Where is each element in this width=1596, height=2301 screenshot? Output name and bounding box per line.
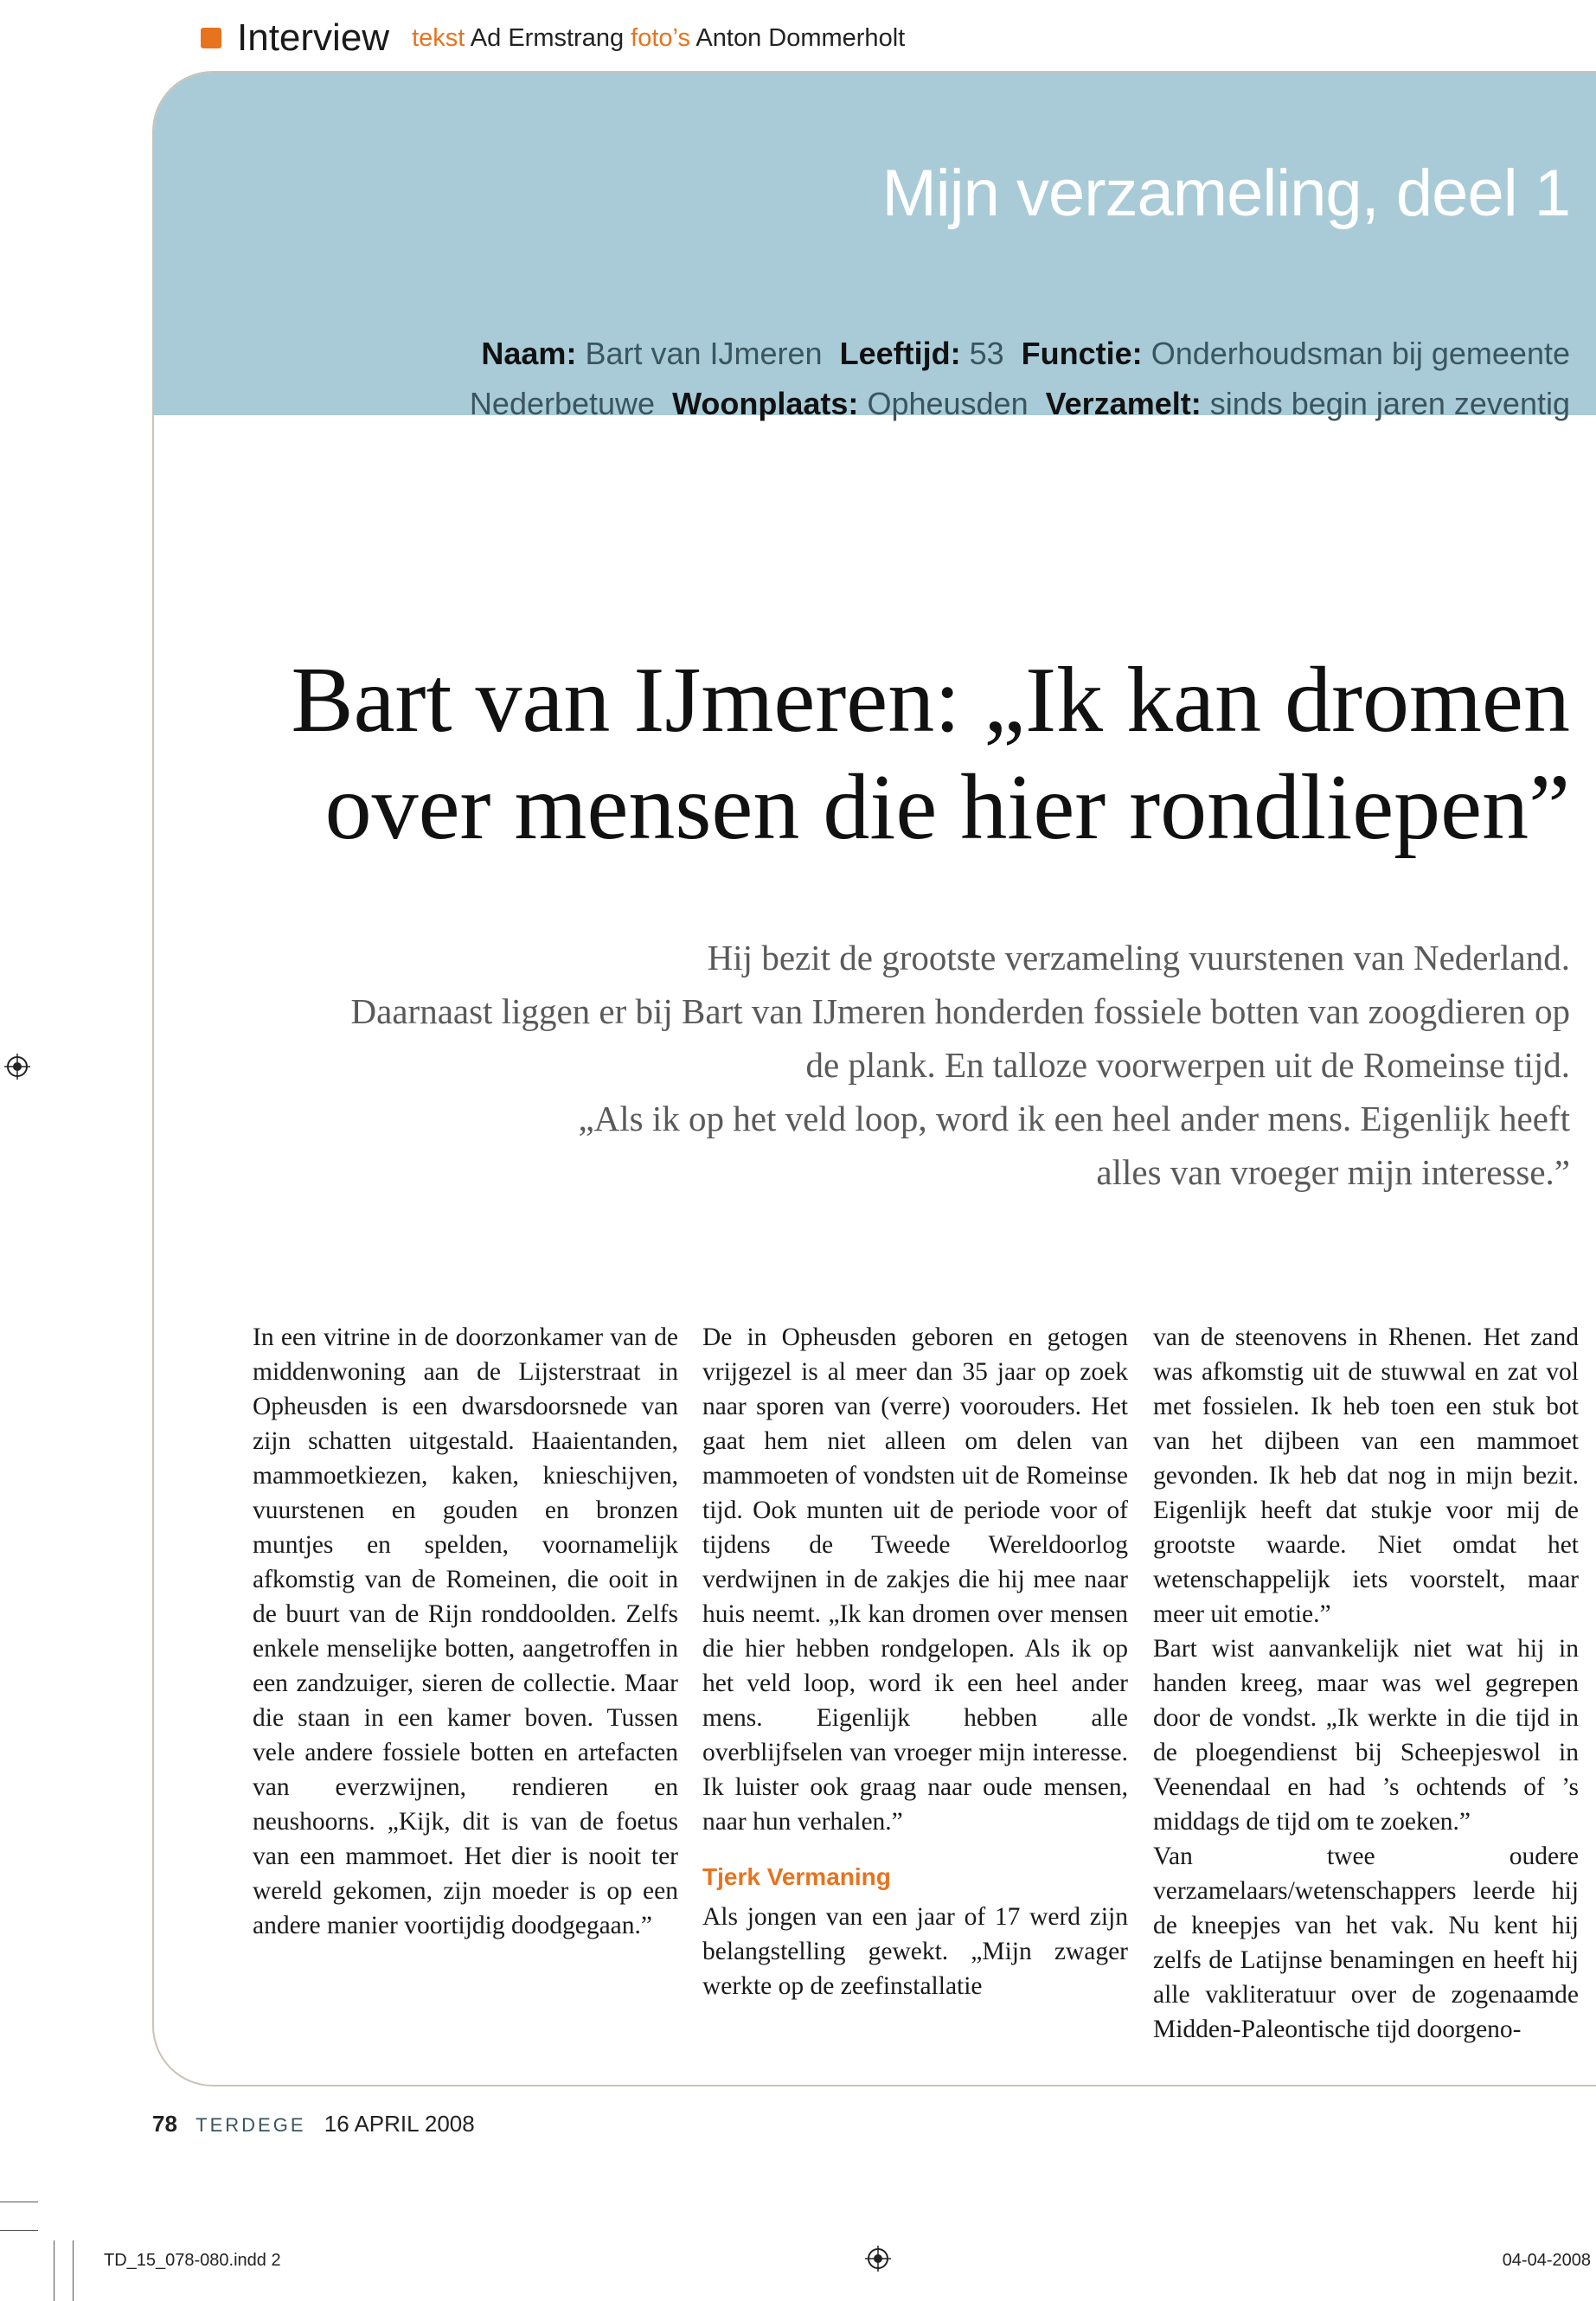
function-label: Functie: — [1021, 336, 1143, 371]
paragraph: van de steenovens in Rhenen. Het zand was afkomstig uit de stuwwal en zat vol met fossielen. Ik heb toen een stuk bot van het dijbeen van een mammoet gevonden. Ik heb dat nog in mijn bezit. Eigenlijk heeft dat stukje voor mij de grootste waarde. Niet omdat het wetenschappelijk iets voorstelt, maar meer uit emotie.” — [1153, 1324, 1579, 1628]
intro-line-2: Daarnaast liggen er bij Bart van IJmeren honderden fossiele botten van zoogdieren op — [350, 991, 1570, 1031]
issue-date: 16 APRIL 2008 — [324, 2111, 475, 2137]
column-1 — [253, 1320, 678, 1943]
intro-line-5: alles van vroeger mijn interesse.” — [1096, 1152, 1570, 1192]
page-number: 78 — [152, 2111, 177, 2137]
headline — [221, 647, 1570, 862]
headline-line-2: over mensen die hier rondliepen” — [324, 756, 1570, 859]
crop-mark — [0, 2230, 38, 2231]
series-title: Mijn verzameling, deel 1 — [881, 157, 1570, 230]
collects-value: sinds begin jaren zeventig — [1209, 386, 1570, 421]
credits — [412, 24, 905, 53]
intro-line-4: „Als ik op het veld loop, word ik een heel ander mens. Eigenlijk heeft — [578, 1099, 1570, 1138]
function-value: Onderhoudsman bij gemeente Nederbetuwe — [469, 336, 1570, 421]
magazine-name: TERDEGE — [195, 2114, 306, 2136]
text-label: tekst — [412, 23, 465, 52]
paragraph: De in Opheusden geboren en getogen vrijgezel is al meer dan 35 jaar op zoek naar sporen van (verre) voorouders. Het gaat hem niet alleen om delen van mammoeten of vondsten uit de Romeinse tijd. Ook munten uit de periode voor of tijdens de Tweede Wereldoorlog verdwijnen in de zakjes die hij mee naar huis neemt. „Ik kan dromen over mensen die hier hebben rondgelopen. Als ik op het veld loop, word ik een heel ander mens. Eigenlijk hebben alle overblijfselen van vroeger mijn interesse. Ik luister ook graag naar oude mensen, naar hun verhalen.” — [702, 1324, 1128, 1836]
intro-line-3: de plank. En talloze voorwerpen uit de Romeinse tijd. — [805, 1045, 1570, 1085]
age-label: Leeftijd: — [839, 336, 961, 371]
residence-value: Opheusden — [867, 386, 1029, 421]
registration-mark-icon — [865, 2246, 891, 2272]
paragraph: Bart wist aanvankelijk niet wat hij in handen kreeg, maar was wel gegrepen door de vondst. „Ik werkte in die tijd in de ploegendienst bij Scheepjeswol in Veenendaal en had ’s ochtends of ’s middags de tijd om te zoeken.” — [1153, 1635, 1579, 1836]
paragraph: Als jongen van een jaar of 17 werd zijn belangstelling gewekt. „Mijn zwager werkte op de zeefinstallatie — [702, 1903, 1128, 2000]
paragraph: Van twee oudere verzamelaars/wetenschappers leerde hij de kneepjes van het vak. Nu kent hij zelfs de Latijnse benamingen en heeft hij alle vakliteratuur over de zogenaamde Midden-Paleontische tijd doorgeno- — [1153, 1843, 1579, 2043]
intro — [221, 931, 1570, 1199]
name-value: Bart van IJmeren — [585, 336, 823, 371]
banner — [154, 73, 1596, 421]
registration-mark-icon — [4, 1054, 30, 1080]
rubric — [201, 12, 905, 64]
slug-filename: TD_15_078-080.indd 2 — [104, 2251, 281, 2270]
folio — [152, 2111, 475, 2138]
photo-label: foto’s — [631, 23, 690, 52]
name-label: Naam: — [481, 336, 577, 371]
fact-box — [359, 329, 1570, 429]
slug-date: 04-04-2008 — [1502, 2251, 1591, 2270]
collects-label: Verzamelt: — [1045, 386, 1202, 421]
author: Ad Ermstrang — [470, 23, 625, 52]
column-3 — [1153, 1320, 1579, 2047]
intro-line-1: Hij bezit de grootste verzameling vuurstenen van Nederland. — [707, 938, 1570, 977]
age-value: 53 — [969, 336, 1004, 371]
headline-line-1: Bart van IJmeren: „Ik kan dromen — [291, 649, 1570, 752]
photographer: Anton Dommerholt — [695, 23, 906, 52]
orange-square-icon — [201, 28, 221, 48]
subheading: Tjerk Vermaning — [702, 1863, 891, 1890]
crop-mark — [73, 2240, 74, 2301]
section-title: Interview — [237, 16, 390, 59]
paragraph: In een vitrine in de doorzonkamer van de middenwoning aan de Lijsterstraat in Opheusden is een dwarsdoorsnede van zijn schatten uitgestald. Haaientanden, mammoetkiezen, kaken, knieschijven, vuurstenen en gouden en bronzen muntjes en spelden, voornamelijk afkomstig van de Romeinen, die ooit in de buurt van de Rijn ronddoolden. Zelfs enkele menselijke botten, aangetroffen in een zandzuiger, sieren de collectie. Maar die staan in een kamer boven. Tussen vele andere fossiele botten en artefacten van everzwijnen, rendieren en neushoorns. „Kijk, dit is van de foetus van een mammoet. Het dier is nooit ter wereld gekomen, zijn moeder is op een andere manier voortijdig doodgegaan.” — [253, 1324, 678, 1939]
column-2 — [702, 1320, 1128, 2003]
residence-label: Woonplaats: — [672, 386, 859, 421]
